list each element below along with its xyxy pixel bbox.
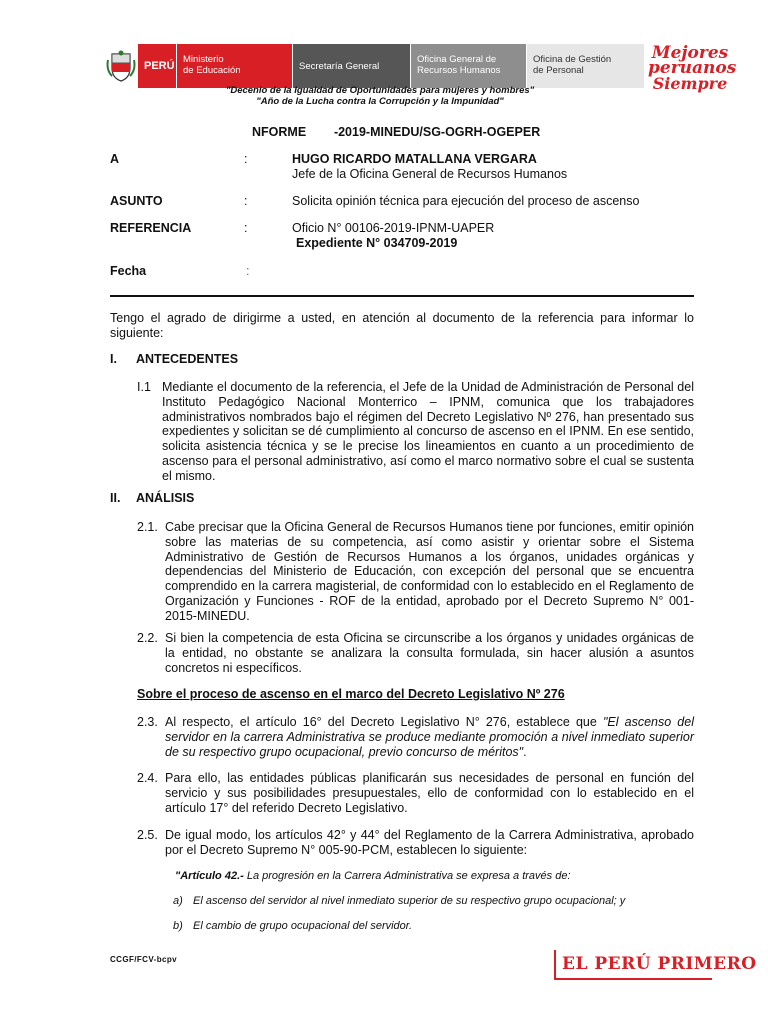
paragraph-2-3-text: Al respecto, el artículo 16° del Decreto Legislativo N° 276, establece que xyxy=(165,715,603,729)
section-1-title: ANTECEDENTES xyxy=(136,352,239,366)
to-label: A xyxy=(110,152,120,166)
decenio-line: "Decenio de la Igualdad de Oportunidades para mujeres y hombres" xyxy=(225,85,535,96)
secretaria-label: Secretaría General xyxy=(299,61,380,72)
paragraph-2-3-number: 2.3. xyxy=(137,715,158,729)
date-label: Fecha xyxy=(110,264,147,278)
intro-paragraph: Tengo el agrado de dirigirme a usted, en atención al documento de la referencia para informar lo siguiente: xyxy=(110,311,694,340)
oficina-gp-block xyxy=(526,44,644,88)
item-a-label: a) xyxy=(173,895,183,907)
article-42-heading: "Artículo 42.- xyxy=(175,870,244,882)
header-logo-bar xyxy=(104,44,644,88)
footer-reference-code: CCGF/FCV-bcpv xyxy=(110,955,177,964)
paragraph-1-1: Mediante el documento de la referencia, el Jefe de la Unidad de Administración de Personal del Instituto Pedagógico Nacional Monterrico – IPNM, comunica que los trabajadores administrativos nombrados bajo el régimen del Decreto Legislativo Nº 276, han presentado sus expedientes y solicitan se dé cumplimiento al concurso de ascenso en el IPNM. En ese sentido, solicita asistencia técnica y se le precise los lineamientos en cuanto a un procedimiento de ascenso para el personal administrativo, así como el marco normativo sobre el cual se sustenta el mismo. xyxy=(162,380,694,483)
anio-line: "Año de la Lucha contra la Corrupción y la Impunidad" xyxy=(256,96,504,107)
item-b-label: b) xyxy=(173,920,183,932)
subject-colon: : xyxy=(244,194,248,208)
el-peru-primero-logo xyxy=(554,950,757,980)
paragraph-2-5-number: 2.5. xyxy=(137,828,158,842)
paragraph-2-2: Si bien la competencia de esta Oficina se circunscribe a los órganos y unidades orgánicas de la entidad, no obstante se analizara la consulta formulada, sin hacer alusión a asuntos concretos ni específicos. xyxy=(165,631,694,675)
header-divider xyxy=(110,295,694,297)
ministerio-block xyxy=(176,44,292,88)
date-colon: : xyxy=(246,264,250,278)
paragraph-1-1-number: I.1 xyxy=(137,380,151,394)
section-2-number: II. xyxy=(110,491,121,505)
reference-colon: : xyxy=(244,221,248,235)
slogan-line-2: peruanos xyxy=(648,58,737,78)
oficina-rh-block xyxy=(410,44,526,88)
document-title: NFORME -2019-MINEDU/SG-OGRH-OGEPER xyxy=(252,125,541,139)
recipient-name: HUGO RICARDO MATALLANA VERGARA xyxy=(292,152,537,166)
secretaria-block xyxy=(292,44,410,88)
section-2-heading xyxy=(110,491,194,505)
oficina-rh-line-1: Oficina General de xyxy=(417,54,497,65)
subject-text: Solicita opinión técnica para ejecución del proceso de ascenso xyxy=(292,194,640,208)
subsection-heading: Sobre el proceso de ascenso en el marco del Decreto Legislativo Nº 276 xyxy=(137,687,565,701)
paragraph-2-4: Para ello, las entidades públicas planificarán sus necesidades de personal en función del servicio y sus posibilidades presupuestales, ello de conformidad con lo establecido en el artículo 17° del referido Decreto Legislativo. xyxy=(165,771,694,815)
paragraph-2-5: De igual modo, los artículos 42° y 44° del Reglamento de la Carrera Administrativa, aprobado por el Decreto Supremo N° 005-90-PCM, establecen lo siguiente: xyxy=(165,828,694,857)
paragraph-2-3 xyxy=(165,715,694,759)
decenio-heading xyxy=(200,85,560,107)
item-b-text: El cambio de grupo ocupacional del servidor. xyxy=(193,920,413,932)
reference-line-1: Oficio N° 00106-2019-IPNM-UAPER xyxy=(292,221,495,235)
recipient-role: Jefe de la Oficina General de Recursos Humanos xyxy=(292,167,568,181)
article-42-intro xyxy=(175,870,675,883)
item-a-text: El ascenso del servidor al nivel inmediato superior de su respectivo grupo ocupacional; y xyxy=(193,895,626,907)
peru-coat-of-arms-icon xyxy=(104,44,138,88)
to-colon: : xyxy=(244,152,248,166)
section-1-heading xyxy=(110,352,238,366)
ministerio-line-1: Ministerio xyxy=(183,54,224,65)
slogan-line-1: Mejores xyxy=(651,43,729,63)
paragraph-2-3-quote: "El ascenso del servidor en la carrera Administrativa se produce mediante promoción a nivel inmediato superior de su respectivo grupo ocupacional, previo concurso de méritos" xyxy=(165,715,694,759)
oficina-rh-line-2: Recursos Humanos xyxy=(417,65,501,76)
paragraph-2-4-number: 2.4. xyxy=(137,771,158,785)
el-peru-primero-text: EL PERÚ PRIMERO xyxy=(562,954,757,974)
slogan-logo xyxy=(648,43,737,102)
reference-line-2: Expediente N° 034709-2019 xyxy=(296,236,458,250)
section-1-number: I. xyxy=(110,352,117,366)
oficina-gp-line-1: Oficina de Gestión xyxy=(533,54,612,65)
article-42-text: La progresión en la Carrera Administrativa se expresa a través de: xyxy=(243,870,571,882)
ministerio-line-2: de Educación xyxy=(183,65,241,76)
reference-label: REFERENCIA xyxy=(110,221,192,235)
paragraph-2-3-end: . xyxy=(523,744,527,759)
peru-block xyxy=(138,44,176,88)
slogan-line-3: Siempre xyxy=(652,74,728,93)
paragraph-2-2-number: 2.2. xyxy=(137,631,158,645)
paragraph-2-1-number: 2.1. xyxy=(137,520,158,534)
peru-label: PERÚ xyxy=(144,60,175,72)
oficina-gp-line-2: de Personal xyxy=(533,65,584,76)
subject-label: ASUNTO xyxy=(110,194,163,208)
section-2-title: ANÁLISIS xyxy=(136,491,195,505)
paragraph-2-1: Cabe precisar que la Oficina General de Recursos Humanos tiene por funciones, emitir opinión sobre las materias de su competencia, así como asistir y orientar sobre el Sistema Administrativo de Gestión de Recursos Humanos a los órganos, unidades orgánicas y dependencias del Ministerio de Educación, con excepción del personal que se encuentra comprendido en la carrera magisterial, de conformidad con lo establecido en el Reglamento de Organización y Funciones - ROF de la entidad, aprobado por el Decreto Supremo N° 001-2015-MINEDU. xyxy=(165,520,694,623)
